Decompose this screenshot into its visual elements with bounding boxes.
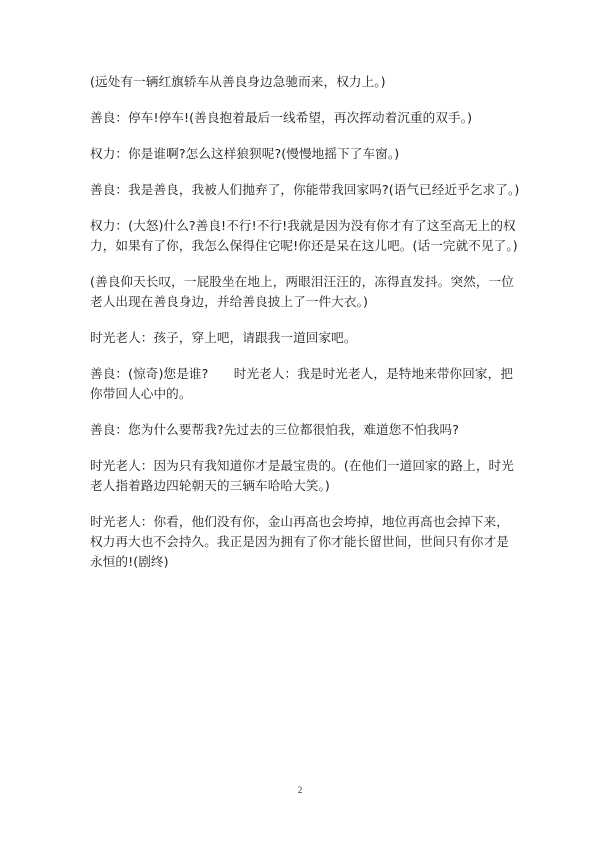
paragraph-6: (善良仰天长叹，一屁股坐在地上，两眼泪汪汪的，冻得直发抖。突然，一位老人出现在善良身边，并给善良披上了一件大衣。): [90, 274, 514, 309]
page-number: 2: [297, 785, 303, 795]
paragraph-3: 权力：你是谁啊?怎么这样狼狈呢?(慢慢地摇下了车窗。): [90, 146, 400, 161]
paragraph-5: 权力：(大怒)什么?善良!不行!不行!我就是因为没有你才有了这至高无上的权力，如果有了你，我怎么保得住它呢!你还是呆在这儿吧。(话一完就不见了。): [90, 218, 518, 253]
paragraph-9: 善良：您为什么要帮我?先过去的三位都很怕我，难道您不怕我吗?: [90, 422, 459, 437]
paragraph-8: 善良：(惊奇)您是谁? 时光老人：我是时光老人，是特地来带你回家，把你带回人心中的。: [90, 366, 514, 401]
paragraph-4: 善良：我是善良，我被人们抛弃了，你能带我回家吗?(语气已经近乎乞求了。): [90, 182, 520, 197]
paragraph-2: 善良：停车!停车!(善良抱着最后一线希望，再次挥动着沉重的双手。): [90, 110, 473, 125]
document-body: [90, 72, 520, 588]
paragraph-7: 时光老人：孩子，穿上吧，请跟我一道回家吧。: [90, 330, 357, 345]
paragraph-10: 时光老人：因为只有我知道你才是最宝贵的。(在他们一道回家的路上，时光老人指着路边四轮朝天的三辆车哈哈大笑。): [90, 458, 514, 493]
paragraph-1: (远处有一辆红旗轿车从善良身边急驰而来，权力上。): [90, 74, 386, 89]
paragraph-11: 时光老人：你看，他们没有你，金山再高也会垮掉，地位再高也会掉下来，权力再大也不会持久。我正是因为拥有了你才能长留世间，世间只有你才是永恒的!(剧终): [90, 514, 509, 569]
